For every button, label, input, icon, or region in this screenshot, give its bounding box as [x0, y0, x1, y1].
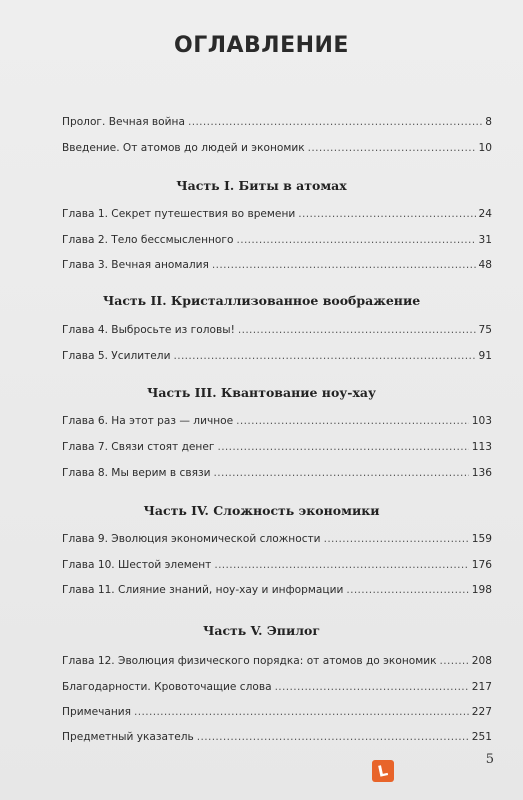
toc-entry-page: 24 — [478, 208, 492, 220]
toc-entry-page: 159 — [471, 533, 492, 545]
leader-dots — [188, 114, 482, 130]
leader-dots — [236, 413, 469, 429]
toc-entry[interactable] — [62, 413, 492, 429]
leader-dots — [346, 582, 468, 598]
toc-entry-label: Глава 11. Слияние знаний, ноу-хау и информации — [62, 584, 344, 596]
toc-entry-label: Глава 7. Связи стоят денег — [62, 441, 215, 453]
leader-dots — [217, 439, 468, 455]
watermark-glyph: L — [376, 761, 390, 781]
toc-entry-page: 103 — [471, 415, 492, 427]
toc-entry[interactable] — [62, 729, 492, 745]
toc-entry-label: Введение. От атомов до людей и экономик — [62, 142, 305, 154]
toc-entry-page: 136 — [471, 467, 492, 479]
leader-dots — [173, 348, 475, 364]
toc-entry-page: 31 — [478, 234, 492, 246]
toc-entry[interactable] — [62, 679, 492, 695]
toc-entry[interactable] — [62, 348, 492, 364]
toc-entry-label: Глава 8. Мы верим в связи — [62, 467, 211, 479]
part-heading: Часть V. Эпилог — [202, 623, 321, 638]
part-heading: Часть IV. Сложность экономики — [143, 503, 380, 518]
leader-dots — [324, 531, 469, 547]
toc-entry[interactable] — [62, 257, 492, 273]
toc-entry-page: 198 — [471, 584, 492, 596]
toc-entry-page: 227 — [471, 706, 492, 718]
toc-entry[interactable] — [62, 114, 492, 130]
toc-entry-page: 251 — [471, 731, 492, 743]
leader-dots — [308, 140, 476, 156]
toc-entry[interactable] — [62, 653, 492, 669]
toc-entry-label: Глава 12. Эволюция физического порядка: от атомов до экономик — [62, 655, 437, 667]
toc-entry-page: 91 — [478, 350, 492, 362]
toc-entry-label: Предметный указатель — [62, 731, 194, 743]
leader-dots — [214, 557, 468, 573]
toc-entry[interactable] — [62, 140, 492, 156]
toc-entry[interactable] — [62, 206, 492, 222]
toc-entry-page: 10 — [478, 142, 492, 154]
toc-entry[interactable] — [62, 439, 492, 455]
toc-entry-label: Благодарности. Кровоточащие слова — [62, 681, 272, 693]
leader-dots — [440, 653, 469, 669]
toc-entry[interactable] — [62, 557, 492, 573]
watermark-logo-icon — [372, 760, 394, 782]
leader-dots — [134, 704, 469, 720]
toc-entry-page: 75 — [478, 324, 492, 336]
part-heading: Часть III. Квантование ноу-хау — [146, 385, 377, 400]
toc-entry-label: Глава 5. Усилители — [62, 350, 171, 362]
toc-entry-label: Глава 4. Выбросьте из головы! — [62, 324, 235, 336]
toc-entry[interactable] — [62, 465, 492, 481]
toc-entry-label: Примечания — [62, 706, 132, 718]
leader-dots — [275, 679, 469, 695]
part-heading: Часть II. Кристаллизованное воображение — [102, 293, 421, 308]
toc-entry-label: Глава 10. Шестой элемент — [62, 559, 212, 571]
toc-entry-page: 208 — [471, 655, 492, 667]
toc-entry-label: Глава 1. Секрет путешествия во времени — [62, 208, 296, 220]
toc-entry[interactable] — [62, 322, 492, 338]
page-title: ОГЛАВЛЕНИЕ — [174, 33, 349, 58]
toc-entry[interactable] — [62, 704, 492, 720]
leader-dots — [298, 206, 475, 222]
toc-entry-label: Глава 3. Вечная аномалия — [62, 259, 209, 271]
part-heading: Часть I. Биты в атомах — [176, 178, 347, 193]
toc-entry-label: Глава 9. Эволюция экономической сложности — [62, 533, 321, 545]
toc-entry-page: 8 — [485, 116, 492, 128]
leader-dots — [212, 257, 476, 273]
leader-dots — [213, 465, 468, 481]
leader-dots — [197, 729, 469, 745]
toc-entry-label: Пролог. Вечная война — [62, 116, 185, 128]
page-number: 5 — [485, 752, 494, 767]
toc-entry-page: 113 — [471, 441, 492, 453]
toc-entry[interactable] — [62, 582, 492, 598]
toc-entry[interactable] — [62, 531, 492, 547]
leader-dots — [238, 322, 476, 338]
toc-entry-page: 48 — [478, 259, 492, 271]
toc-entry-label: Глава 2. Тело бессмысленного — [62, 234, 234, 246]
toc-entry[interactable] — [62, 232, 492, 248]
toc-entry-label: Глава 6. На этот раз — личное — [62, 415, 234, 427]
leader-dots — [236, 232, 475, 248]
toc-entry-page: 176 — [471, 559, 492, 571]
toc-entry-page: 217 — [471, 681, 492, 693]
